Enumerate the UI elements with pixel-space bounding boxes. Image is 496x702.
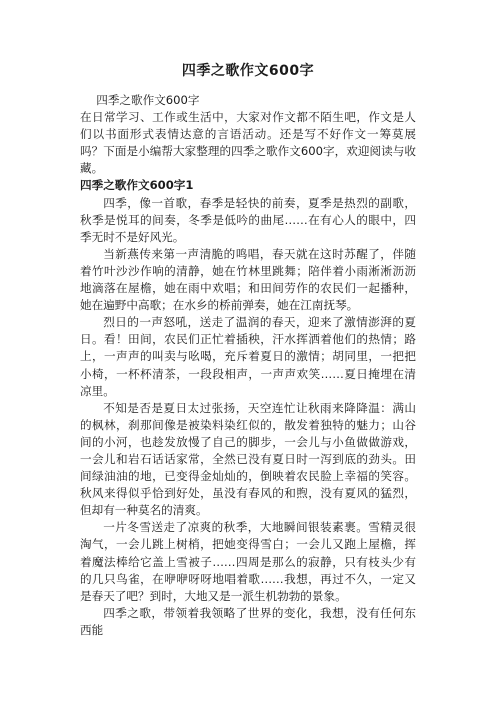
body-paragraph-1: 四季，像一首歌，春季是轻快的前奏，夏季是热烈的副歌，秋季是悦耳的间奏，冬季是低吟的曲尾……在有心人的眼中，四季无时不是好风光。 (80, 195, 416, 244)
body-paragraph-4: 不知是否是夏日太过张扬，天空连忙让秋雨来降降温：满山的枫林，刹那间像是被染料染红似的，散发着独特的魅力；山谷间的小河，也趁发放慢了自己的脚步，一会儿与小鱼做做游戏，一会儿和岩石话话家常，全然已没有夏日时一泻到底的劲头。田间绿油油的地，已变得金灿灿的，倒映着农民脸上幸福的笑容。秋风来得似乎恰到好处，虽没有春风的和煦，没有夏风的猛烈，但却有一种莫名的清爽。 (80, 400, 416, 518)
document-title: 四季之歌作文600字 (181, 63, 315, 79)
intro-title: 四季之歌作文600字 (96, 93, 200, 107)
body-paragraph-3: 烈日的一声怒吼，送走了温润的春天，迎来了激情澎湃的夏日。看！田间，农民们正忙着插秧，汗水挥洒着他们的热情；路上，一声声的叫卖与吆喝，充斥着夏日的激情；胡同里，一把把小椅，一杯杯清茶，一段段相声，一声声欢笑……夏日掩埋在清凉里。 (80, 315, 416, 398)
body-paragraph-6: 四季之歌，带领着我领略了世界的变化，我想，没有任何东西能 (80, 605, 416, 637)
intro-paragraph: 在日常学习、工作或生活中，大家对作文都不陌生吧，作文是人们以书面形式表情达意的言语活动。还是写不好作文一筹莫展吗？下面是小编帮大家整理的四季之歌作文600字，欢迎阅读与收藏。 (80, 110, 416, 176)
document-body (80, 92, 416, 639)
body-paragraph-2: 当新燕传来第一声清脆的鸣唱，春天就在这时苏醒了，伴随着竹叶沙沙作响的清静，她在竹林里跳舞；陪伴着小雨淅淅沥沥地滴落在屋檐，她在雨中欢唱；和田间劳作的农民们一起播种，她在遍野中高歌；在水乡的桥前弹奏，她在江南抚琴。 (80, 246, 416, 313)
section-heading: 四季之歌作文600字1 (80, 178, 194, 193)
body-paragraph-5: 一片冬雪送走了凉爽的秋季，大地瞬间银装素裹。雪精灵很淘气，一会儿跳上树梢，把她变得雪白；一会儿又跑上屋檐，挥着魔法棒给它盖上雪被子……四周是那么的寂静，只有枝头少有的几只鸟雀，在咿咿呀呀地唱着歌……我想，再过不久，一定又是春天了吧？到时，大地又是一派生机勃勃的景象。 (80, 520, 416, 603)
